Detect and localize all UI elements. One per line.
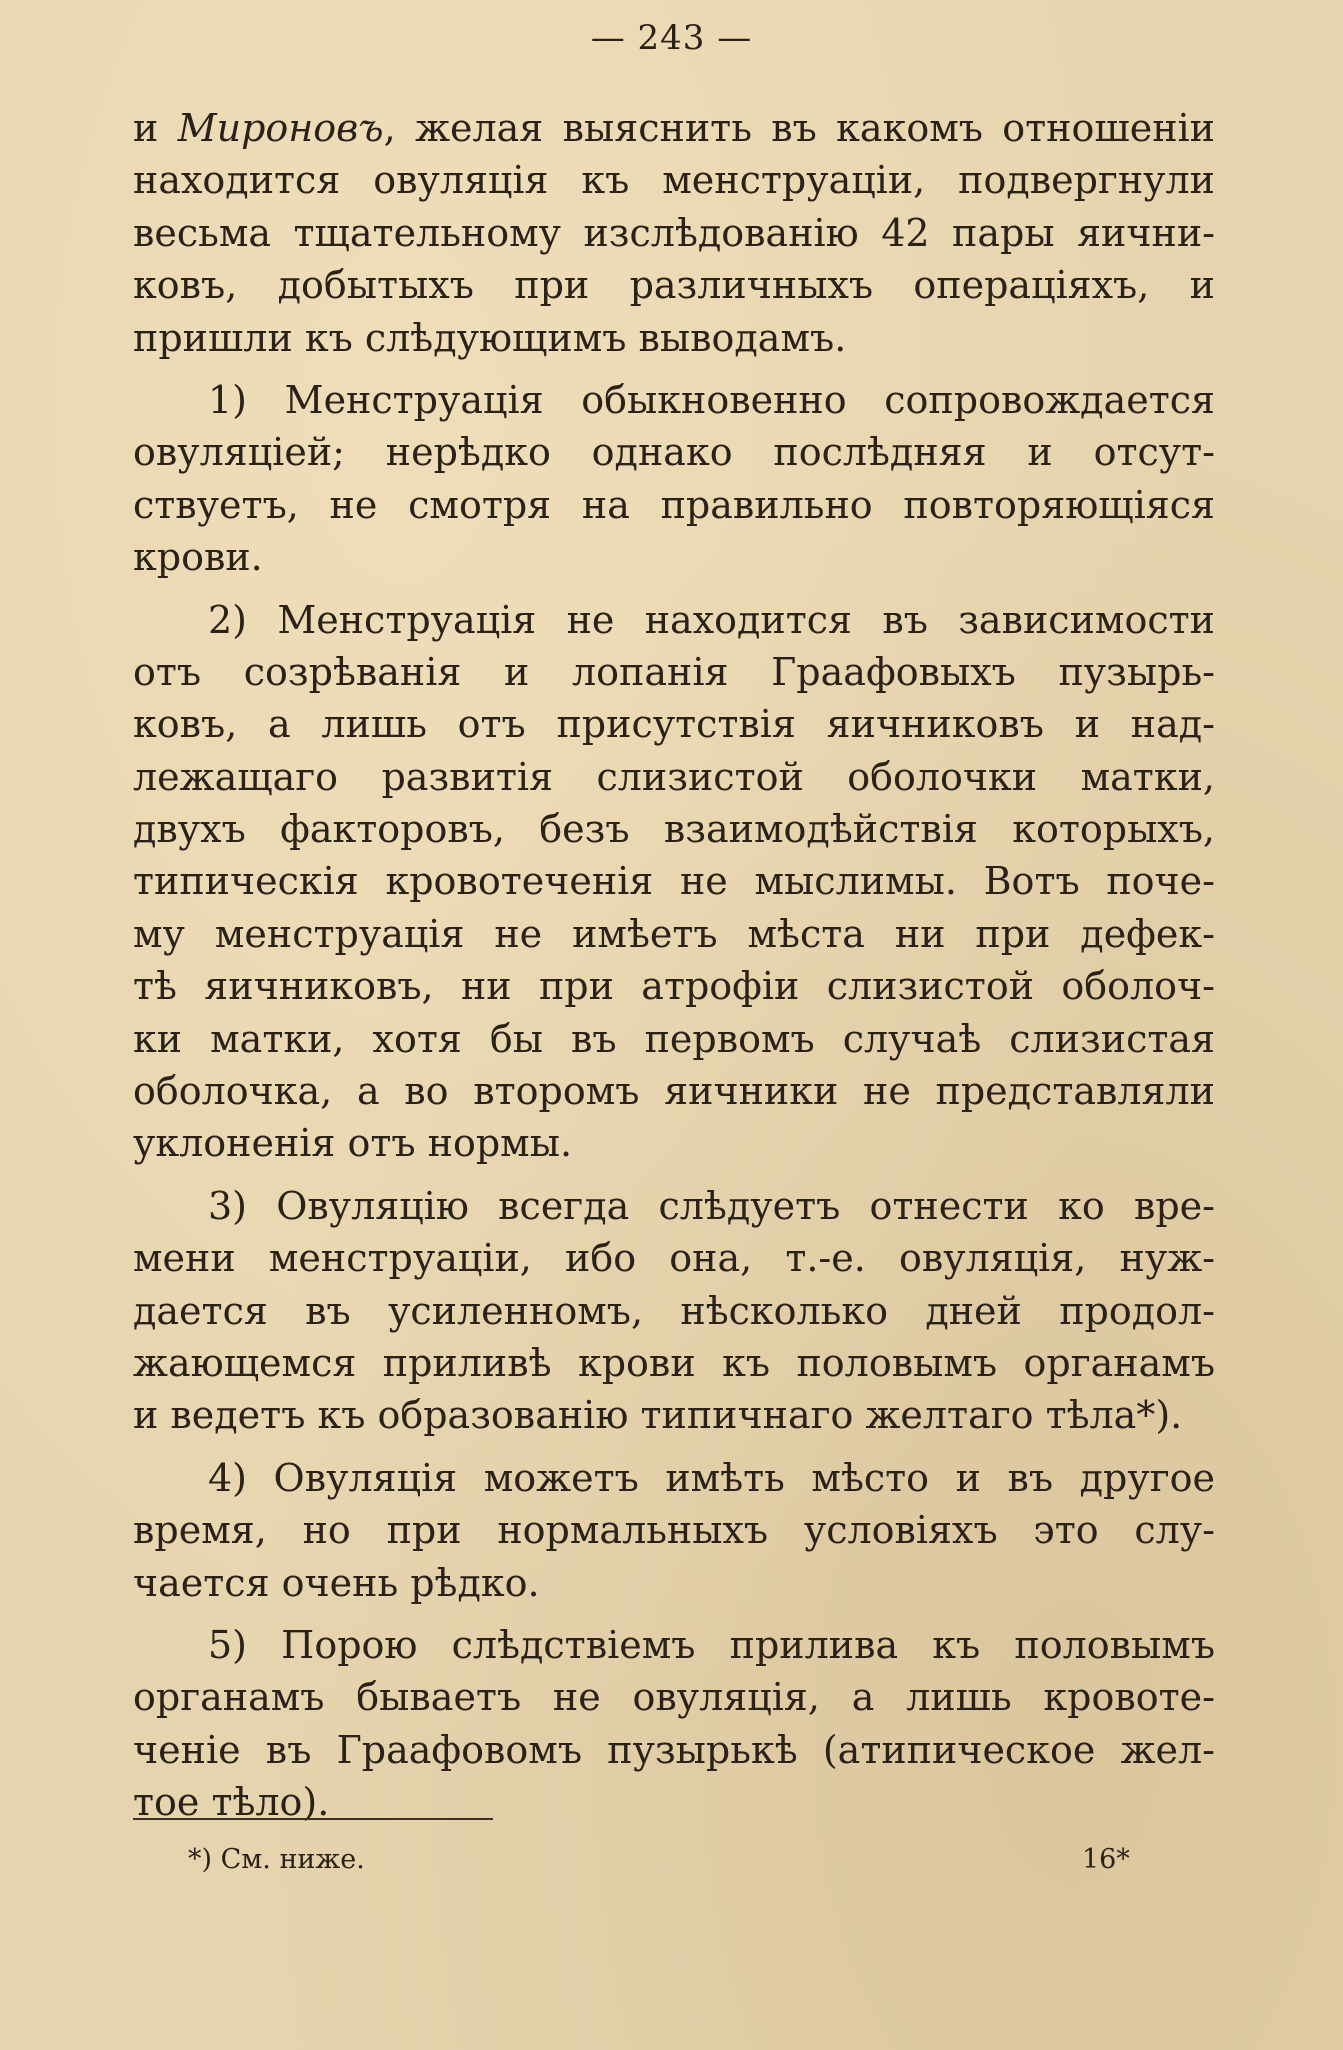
footnote: *) См. ниже. xyxy=(188,1844,365,1875)
text-line: двухъ факторовъ, безъ взаимодѣйствія которыхъ, xyxy=(133,807,1215,852)
text-line: мени менструаціи, ибо она, т.-е. овуляція, нуж- xyxy=(133,1236,1215,1281)
text-line: ки матки, хотя бы въ первомъ случаѣ слизистая xyxy=(133,1016,1215,1061)
text-line: и ведетъ къ образованію типичнаго желтаго тѣла*). xyxy=(133,1393,1183,1438)
text-line: тѣ яичниковъ, ни при атрофіи слизистой оболоч- xyxy=(133,964,1215,1009)
text-line-start: и xyxy=(133,106,178,150)
text-line: оболочка, а во второмъ яичники не представляли xyxy=(133,1069,1215,1114)
text-line: пришли къ слѣдующимъ выводамъ. xyxy=(133,315,847,360)
text-line: 3) Овуляцію всегда слѣдуетъ отнести ко вре- xyxy=(208,1183,1215,1228)
text-line: органамъ бываетъ не овуляція, а лишь кровоте- xyxy=(133,1675,1215,1720)
text-line-rest: , желая выяснить въ какомъ отношеніи xyxy=(383,106,1216,150)
text-line: 5) Порою слѣдствіемъ прилива къ половымъ xyxy=(208,1622,1215,1667)
text-line: жающемся приливѣ крови къ половымъ органамъ xyxy=(133,1340,1215,1385)
text-line xyxy=(133,102,1215,154)
text-line: находится овуляція къ менструаціи, подвергнули xyxy=(133,158,1215,203)
text-line: ченіе въ Граафовомъ пузырькѣ (атипическое жел- xyxy=(133,1727,1215,1772)
text-line: 2) Менструація не находится въ зависимости xyxy=(208,597,1215,642)
text-line: тое тѣло). xyxy=(133,1780,330,1825)
text-line: крови. xyxy=(133,535,263,580)
text-line: 1) Менструація обыкновенно сопровождается xyxy=(208,377,1215,422)
text-line: дается въ усиленномъ, нѣсколько дней продол- xyxy=(133,1288,1215,1333)
page-number: — 243 — xyxy=(590,18,753,58)
author-name: Мироновъ xyxy=(177,106,384,150)
text-line: 4) Овуляція можетъ имѣть мѣсто и въ другое xyxy=(208,1455,1215,1500)
body-text xyxy=(133,102,1215,1829)
text-line: овуляціей; нерѣдко однако послѣдняя и отсут- xyxy=(133,430,1215,475)
text-line: отъ созрѣванія и лопанія Граафовыхъ пузырь- xyxy=(133,649,1215,694)
text-line: ковъ, добытыхъ при различныхъ операціяхъ, и xyxy=(133,263,1215,308)
text-line: ствуетъ, не смотря на правильно повторяющіяся xyxy=(133,482,1215,527)
text-line: весьма тщательному изслѣдованію 42 пары яични- xyxy=(133,210,1215,255)
footnote-divider xyxy=(133,1818,493,1820)
text-line: время, но при нормальныхъ условіяхъ это слу- xyxy=(133,1508,1215,1553)
text-line: чается очень рѣдко. xyxy=(133,1560,540,1605)
signature-mark: 16* xyxy=(1082,1844,1130,1875)
text-line: лежащаго развитія слизистой оболочки матки, xyxy=(133,754,1215,799)
text-line: му менструація не имѣетъ мѣста ни при дефек- xyxy=(133,911,1215,956)
text-line: ковъ, а лишь отъ присутствія яичниковъ и над- xyxy=(133,702,1215,747)
text-line: типическія кровотеченія не мыслимы. Вотъ поче- xyxy=(133,859,1215,904)
text-line: уклоненія отъ нормы. xyxy=(133,1121,573,1166)
